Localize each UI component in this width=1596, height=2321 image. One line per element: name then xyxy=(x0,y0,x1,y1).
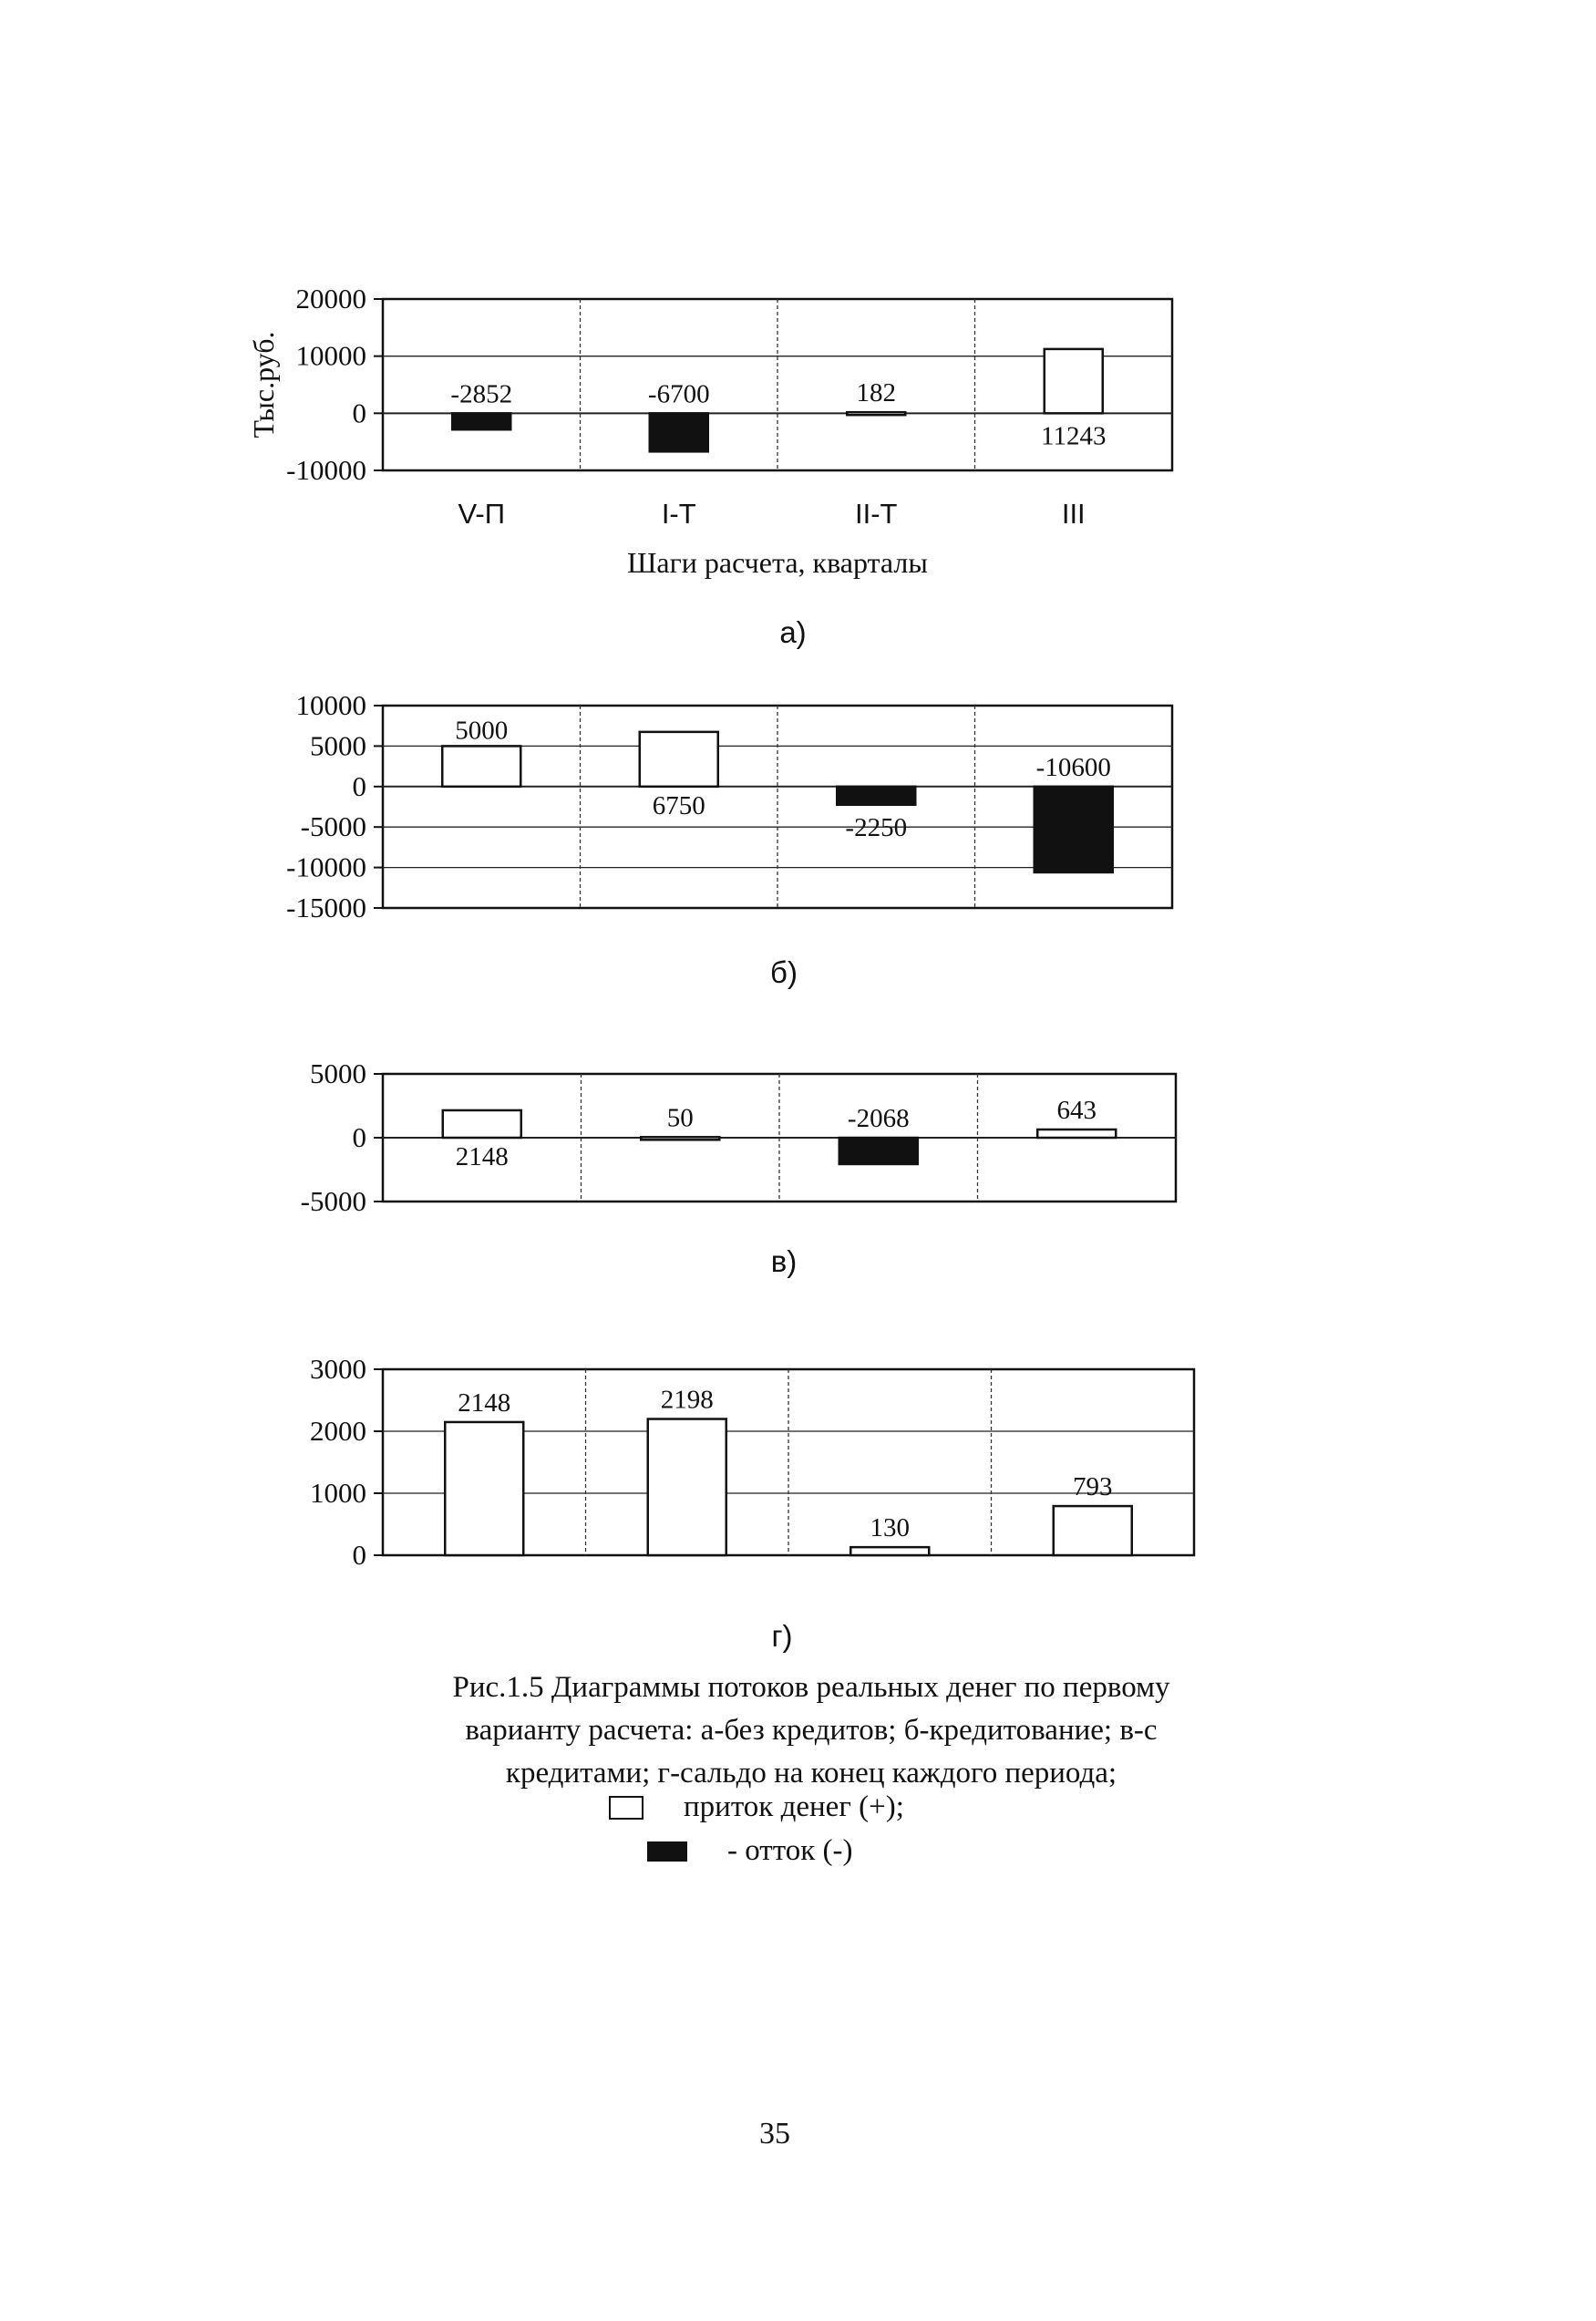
data-label: 182 xyxy=(856,378,896,408)
data-label: 643 xyxy=(1056,1095,1097,1125)
bar-III xyxy=(1035,787,1113,872)
data-label: 793 xyxy=(1073,1472,1113,1502)
x-category-label: V-П xyxy=(458,498,506,530)
legend-outflow-label: - отток (-) xyxy=(727,1834,853,1867)
bar-V-П xyxy=(452,413,510,429)
x-category-label: III xyxy=(1061,498,1086,530)
bar-I-T xyxy=(640,732,718,787)
y-tick-label: -10000 xyxy=(286,454,366,486)
panel-label: г) xyxy=(771,1619,793,1653)
y-tick-label: 0 xyxy=(352,1121,366,1153)
y-tick-label: 0 xyxy=(352,397,366,429)
panel-label: в) xyxy=(770,1244,798,1278)
bar-III xyxy=(1045,349,1103,413)
x-category-label: I-T xyxy=(661,498,696,530)
legend-outflow xyxy=(647,1834,852,1868)
y-axis-title: Тыс.руб. xyxy=(247,331,280,438)
panel-label: б) xyxy=(770,955,798,989)
y-tick-label: 1000 xyxy=(310,1477,366,1509)
page-number: 35 xyxy=(759,2117,790,2151)
y-tick-label: 10000 xyxy=(295,339,366,372)
data-label: -2250 xyxy=(845,812,908,842)
x-axis-title: Шаги расчета, кварталы xyxy=(627,546,928,579)
data-label: 2148 xyxy=(455,1142,509,1171)
data-label: -10600 xyxy=(1035,752,1111,782)
bar-V-П xyxy=(442,746,520,786)
data-label: 2148 xyxy=(458,1387,511,1418)
data-label: 6750 xyxy=(652,790,705,820)
bar-I-T xyxy=(650,413,708,451)
inflow-swatch-icon xyxy=(609,1796,644,1820)
figure-caption xyxy=(401,1666,1221,1795)
data-label: -6700 xyxy=(647,379,710,409)
caption-line-2: варианту расчета: а-без кредитов; б-кредитование; в-с xyxy=(465,1714,1158,1747)
y-tick-label: -5000 xyxy=(300,810,366,843)
panel-label: а) xyxy=(779,615,807,649)
y-tick-label: 10000 xyxy=(295,689,366,721)
bar-I-T xyxy=(641,1137,719,1140)
bar-III xyxy=(1054,1506,1132,1555)
y-tick-label: 3000 xyxy=(310,1353,366,1385)
y-tick-label: -5000 xyxy=(300,1185,366,1217)
y-tick-label: 0 xyxy=(352,769,366,802)
legend-inflow xyxy=(609,1790,904,1824)
outflow-swatch-icon xyxy=(647,1841,687,1862)
legend-inflow-label: приток денег (+); xyxy=(684,1790,904,1823)
bar-V-П xyxy=(445,1422,523,1555)
data-label: -2068 xyxy=(847,1104,910,1133)
bar-II-T xyxy=(847,412,905,415)
y-tick-label: -15000 xyxy=(286,892,366,923)
caption-line-1: Рис.1.5 Диаграммы потоков реальных денег по первому xyxy=(452,1671,1170,1704)
bar-II-T xyxy=(850,1547,929,1555)
y-tick-label: 20000 xyxy=(295,283,366,315)
x-category-label: II-T xyxy=(855,498,898,530)
data-label: -2852 xyxy=(450,379,513,409)
bar-II-T xyxy=(837,787,915,805)
y-tick-label: 2000 xyxy=(310,1415,366,1447)
data-label: 5000 xyxy=(455,716,509,746)
y-tick-label: 0 xyxy=(352,1539,366,1571)
bar-III xyxy=(1037,1130,1116,1138)
bar-II-T xyxy=(839,1138,918,1164)
data-label: 50 xyxy=(666,1103,694,1133)
bar-I-T xyxy=(648,1419,726,1555)
data-label: 2198 xyxy=(660,1385,714,1415)
caption-line-3: кредитами; г-сальдо на конец каждого периода; xyxy=(505,1757,1117,1790)
y-tick-label: -10000 xyxy=(286,851,366,883)
y-tick-label: 5000 xyxy=(310,729,366,762)
data-label: 11243 xyxy=(1041,421,1107,451)
bar-V-П xyxy=(443,1110,521,1138)
data-label: 130 xyxy=(870,1513,910,1543)
y-tick-label: 5000 xyxy=(310,1057,366,1089)
